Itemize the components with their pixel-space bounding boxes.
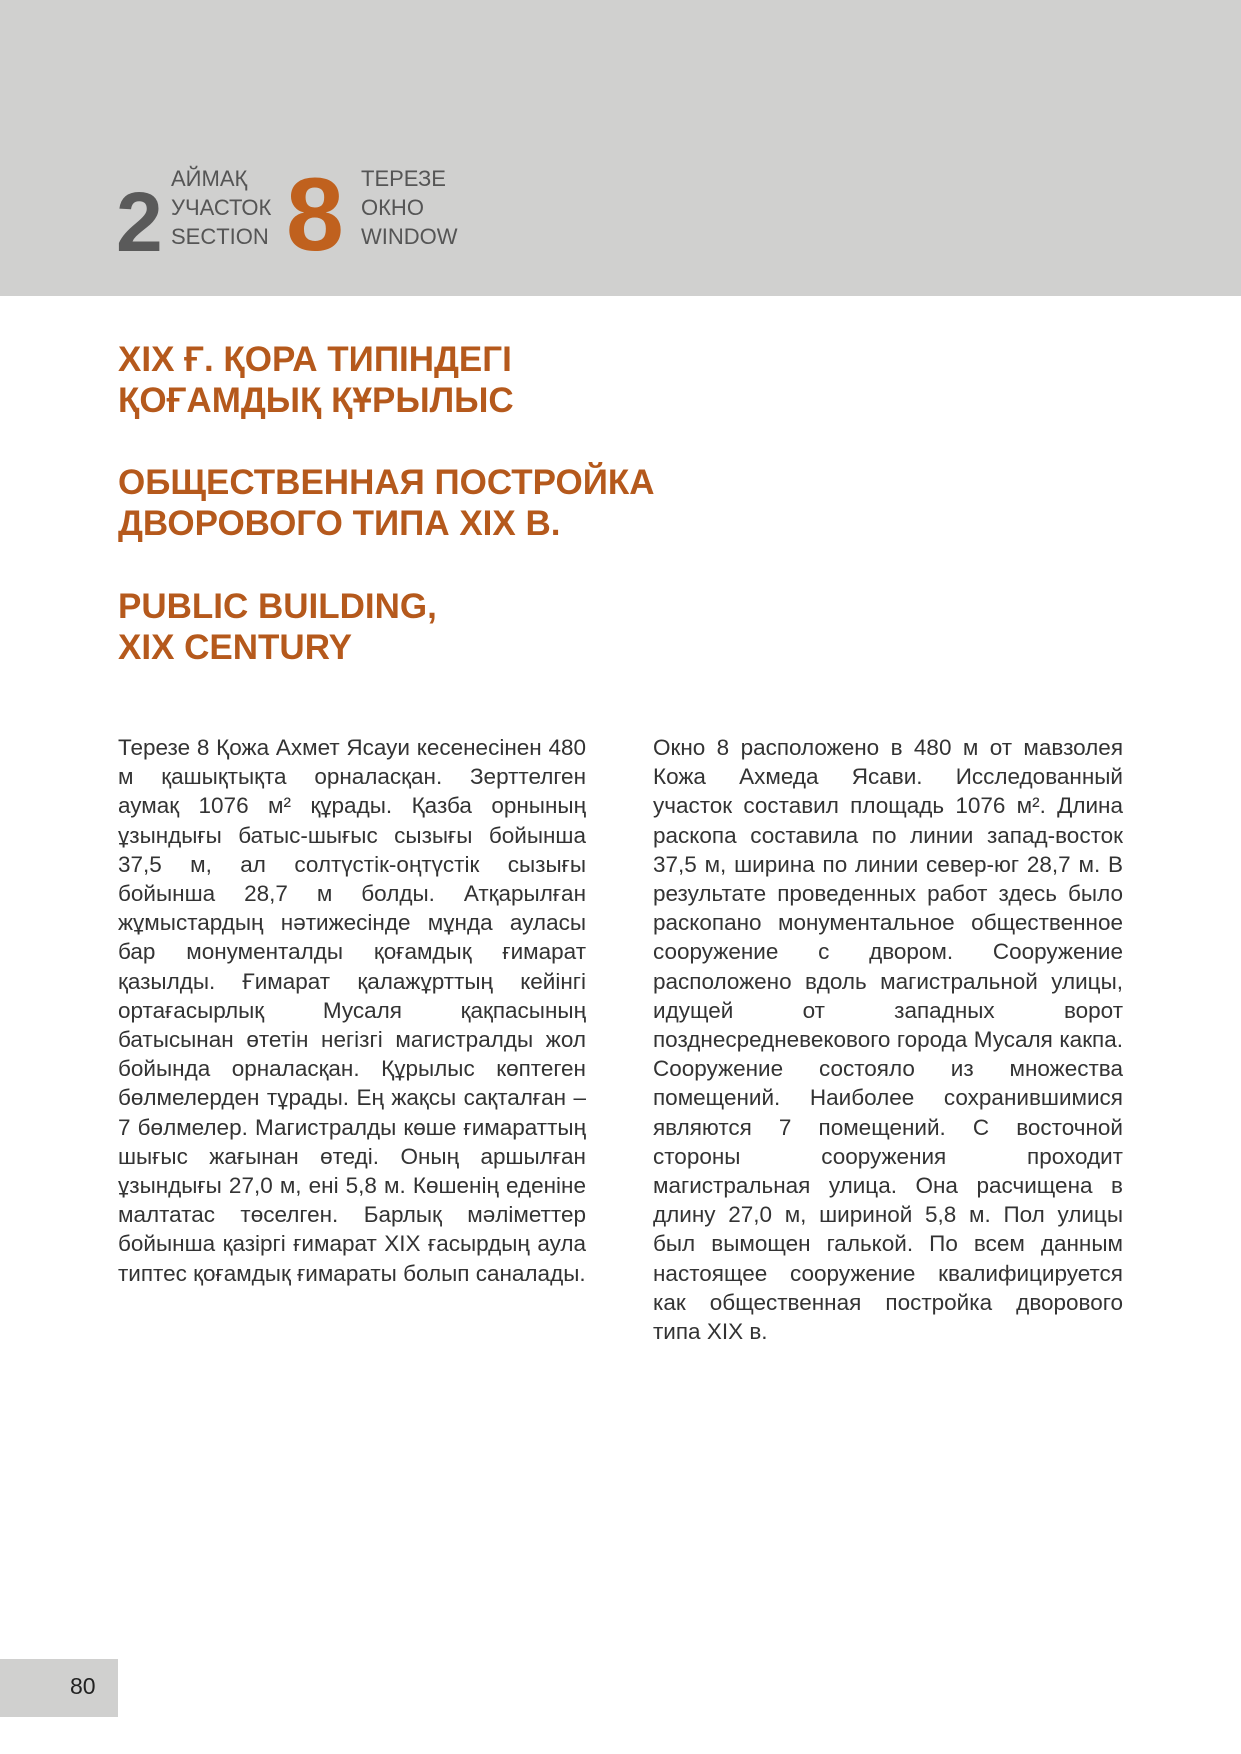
page-number-box xyxy=(0,1659,118,1717)
section-label-kk: АЙМАҚ xyxy=(171,166,248,191)
section-number: 2 xyxy=(116,175,163,269)
title-line: ДВОРОВОГО ТИПА XIX В. xyxy=(118,504,561,543)
title-kazakh xyxy=(118,339,818,421)
section-labels xyxy=(171,164,271,251)
title-russian xyxy=(118,462,818,544)
body-text-russian: Окно 8 расположено в 480 м от мавзолея Кожа Ахмеда Ясави. Исследованный участок составил площадь 1076 м². Длина раскопа составила по линии запад-восток 37,5 м, ширина по линии север-юг 28,7 м. В результате проведенных работ здесь было раскопано монументальное общественное сооружение с двором. Сооружение расположено вдоль магистральной улицы, идущей от западных ворот позднесредневекового города Мусаля какпа. Сооружение состояло из множества помещений. Наиболее сохранившимися являются 7 помещений. С восточной стороны сооружения проходит магистральная улица. Она расчищена в длину 27,0 м, шириной 5,8 м. Пол улицы был вымощен галькой. По всем данным настоящее сооружение квалифицируется как общественная постройка дворового типа XIX в. xyxy=(653,735,1123,1345)
window-label-en: WINDOW xyxy=(361,224,458,249)
window-number: 8 xyxy=(286,157,344,273)
window-label-kk: ТЕРЕЗЕ xyxy=(361,166,446,191)
page-number: 80 xyxy=(70,1673,96,1699)
title-line: XIX Ғ. ҚОРА ТИПІНДЕГІ xyxy=(118,340,512,379)
window-label-ru: ОКНО xyxy=(361,195,424,220)
body-text-kazakh: Терезе 8 Қожа Ахмет Ясауи кесенесінен 480 м қашықтықта орналасқан. Зерттелген аумақ 1076 м² құрады. Қазба орнының ұзындығы батыс-шығыс сызығы бойынша 37,5 м, ал солтүстік-оңтүстік сызығы бойынша 28,7 м болды. Атқарылған жұмыстардың нәтижесінде мұнда ауласы бар монументалды қоғамдық ғимарат қазылды. Ғимарат қалажұрттың кейінгі ортағасырлық Мусаля қақпасының батысынан өтетін негізгі магистралды жол бойында орналасқан. Құрылыс көптеген бөлмелерден тұрады. Ең жақсы сақталған – 7 бөлмелер. Магистралды көше ғимараттың шығыс жағынан өтеді. Оның аршылған ұзындығы 27,0 м, ені 5,8 м. Көшенің еденіне малтатас төселген. Барлық мәліметтер бойынша қазіргі ғимарат XIX ғасырдың аула типтес қоғамдық ғимараты болып саналады. xyxy=(118,735,586,1286)
title-line: XIX CENTURY xyxy=(118,628,353,667)
section-label-en: SECTION xyxy=(171,224,269,249)
window-labels xyxy=(361,164,458,251)
title-line: ОБЩЕСТВЕННАЯ ПОСТРОЙКА xyxy=(118,463,655,502)
title-english xyxy=(118,586,818,668)
title-line: ҚОҒАМДЫҚ ҚҰРЫЛЫС xyxy=(118,381,514,420)
header-band xyxy=(0,0,1241,296)
section-label-ru: УЧАСТОК xyxy=(171,195,272,220)
title-line: PUBLIC BUILDING, xyxy=(118,587,437,626)
